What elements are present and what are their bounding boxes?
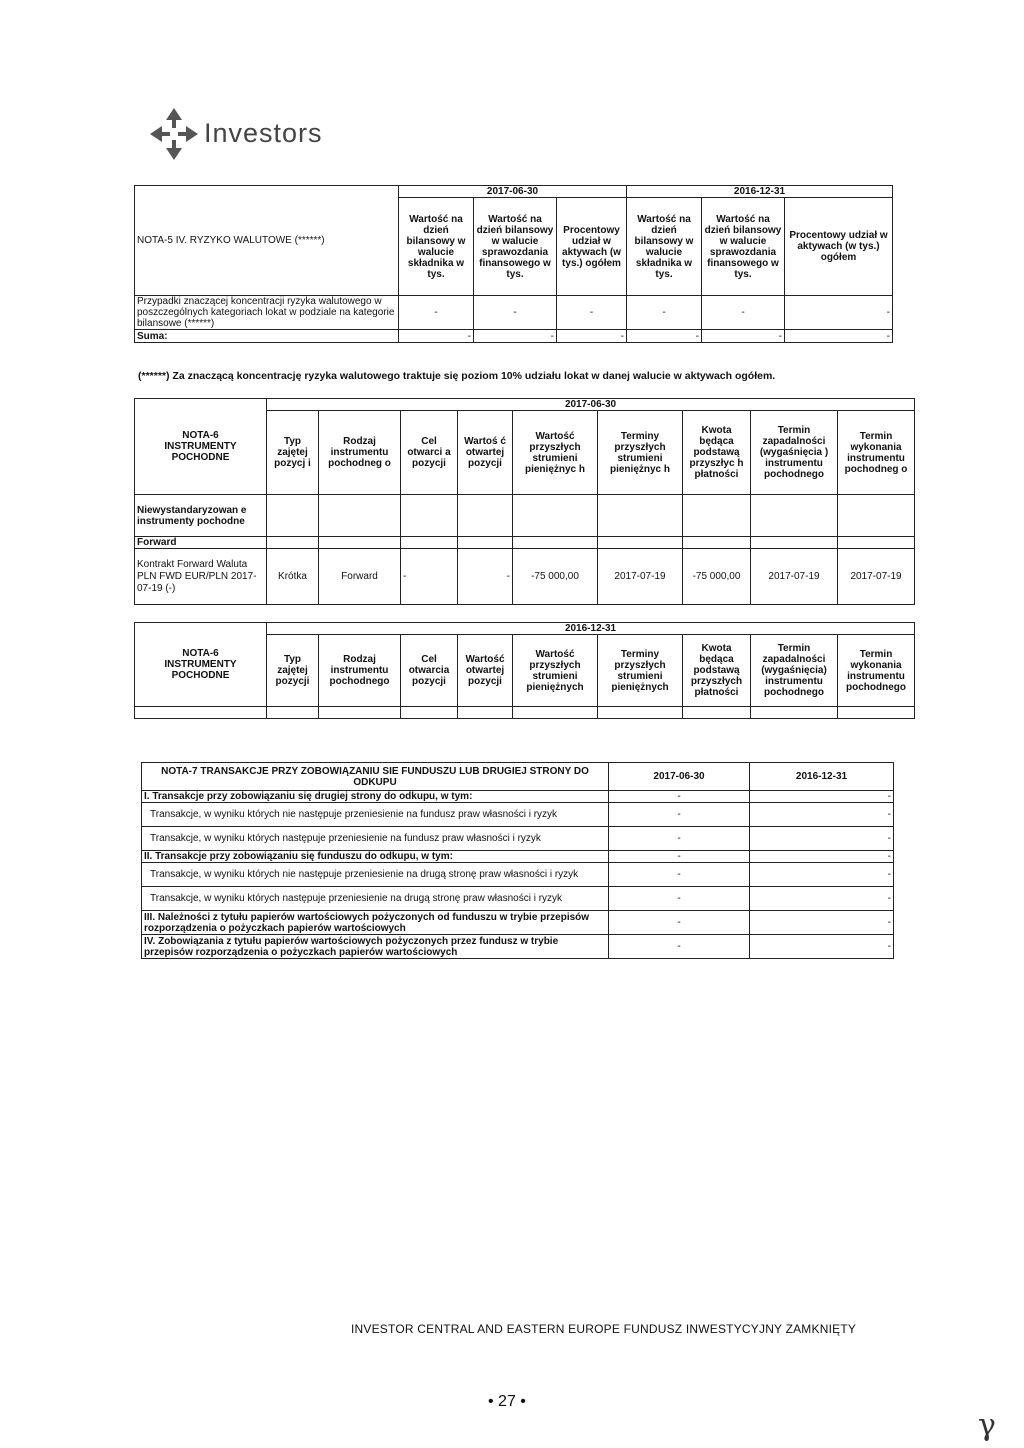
nota7-cell: - [750,863,894,887]
nota6a-header-6: Kwota będąca podstawą przyszłyc h płatności [683,411,751,495]
nota7-row-label: Transakcje, w wyniku których nie następuje przeniesienie na drugą stronę praw własności i ryzyk [142,863,609,887]
nota6a-title: NOTA-6 INSTRUMENTY POCHODNE [135,399,267,495]
nota7-cell: - [750,887,894,911]
nota7-row [142,791,894,803]
nota5-col-c-1: Procentowy udział w aktywach (w tys.) ogółem [557,198,627,296]
nota7-cell: - [609,863,750,887]
nota5-date2: 2016-12-31 [627,186,893,198]
footer-fund-name: INVESTOR CENTRAL AND EASTERN EUROPE FUNDUSZ INWESTYCYJNY ZAMKNIĘTY [351,1322,857,1336]
nota6a-value-6: -75 000,00 [683,549,751,605]
nota5-row2-label: Suma: [135,330,399,343]
page-number: • 27 • [488,1393,526,1410]
nota7-cell: - [609,935,750,959]
nota6a-header-4: Wartość przyszłych strumieni pieniężnyc h [513,411,598,495]
nota7-row-label: II. Transakcje przy zobowiązaniu się funduszu do odkupu, w tym: [142,851,609,863]
nota7-cell: - [609,851,750,863]
nota6b-header-4: Wartość przyszłych strumieni pieniężnych [513,635,598,707]
nota7-cell: - [750,911,894,935]
nota7-row-label: IV. Zobowiązania z tytułu papierów wartościowych pożyczonych przez fundusz w trybie przepisów rozporządzenia o pożyczkach papierów wartościowych [142,935,609,959]
nota7-row-label: Transakcje, w wyniku których nie następuje przeniesienie na fundusz praw własności i ryzyk [142,803,609,827]
nota6a-header-5: Terminy przyszłych strumieni pieniężnyc h [598,411,683,495]
nota7-cell: - [750,935,894,959]
nota6b-header-1: Rodzaj instrumentu pochodnego [319,635,401,707]
nota6b-header-2: Cel otwarcia pozycji [401,635,458,707]
nota7-row [142,911,894,935]
nota5-col-a-1: Wartość na dzień bilansowy w walucie składnika w tys. [399,198,474,296]
nota7-table [141,762,894,959]
nota7-cell: - [609,803,750,827]
nota7-cell: - [609,791,750,803]
nota6a-value-8: 2017-07-19 [838,549,915,605]
nota5-cell: - [557,296,627,330]
nota6b-header-8: Termin wykonania instrumentu pochodnego [838,635,915,707]
nota6a-value-1: Forward [319,549,401,605]
nota7-row [142,851,894,863]
nota6a-contract-label: Kontrakt Forward Waluta PLN FWD EUR/PLN 2017-07-19 (-) [135,549,267,605]
nota6a-value-5: 2017-07-19 [598,549,683,605]
nota6a-value-3: - [458,549,513,605]
nota6a-value-2: - [401,549,458,605]
nota5-col-c-2: Procentowy udział w aktywach (w tys.) ogółem [785,198,893,296]
nota6a-header-1: Rodzaj instrumentu pochodneg o [319,411,401,495]
nota5-footnote: (******) Za znaczącą koncentrację ryzyka walutowego traktuje się poziom 10% udziału lokat w danej walucie w aktywach ogółem. [138,370,776,382]
nota7-row-label: III. Należności z tytułu papierów wartościowych pożyczonych od funduszu w trybie przepisów rozporządzenia o pożyczkach papierów wartościowych [142,911,609,935]
nota6a-header-7: Termin zapadalności (wygaśnięcia ) instrumentu pochodnego [751,411,838,495]
nota5-cell: - [557,330,627,343]
nota5-title: NOTA-5 IV. RYZYKO WALUTOWE (******) [135,186,399,296]
nota7-row [142,827,894,851]
nota5-cell: - [474,296,557,330]
diamond-arrows-logo-icon [148,106,200,162]
nota6a-value-7: 2017-07-19 [751,549,838,605]
nota5-cell: - [627,330,702,343]
nota6b-header-3: Wartość otwartej pozycji [458,635,513,707]
nota6b-header-7: Termin zapadalności (wygaśnięcia) instrumentu pochodnego [751,635,838,707]
nota6b-date: 2016-12-31 [267,623,915,635]
nota6a-forward-label: Forward [135,537,267,549]
nota6a-value-0: Krótka [267,549,319,605]
nota7-cell: - [750,791,894,803]
nota5-cell: - [702,296,785,330]
nota5-cell: - [627,296,702,330]
nota6a-value-4: -75 000,00 [513,549,598,605]
nota7-cell: - [750,803,894,827]
nota6a-header-0: Typ zajętej pozycj i [267,411,319,495]
nota6b-table [134,622,915,719]
nota5-cell: - [399,296,474,330]
nota5-row1-label: Przypadki znaczącej koncentracji ryzyka walutowego w poszczególnych kategoriach lokat w podziale na kategorie bilansowe (******) [135,296,399,330]
nota7-row [142,803,894,827]
nota7-date1: 2017-06-30 [609,763,750,791]
nota5-cell: - [702,330,785,343]
nota7-title: NOTA-7 TRANSAKCJE PRZY ZOBOWIĄZANIU SIE FUNDUSZU LUB DRUGIEJ STRONY DO ODKUPU [142,763,609,791]
nota6b-header-5: Terminy przyszłych strumieni pieniężnych [598,635,683,707]
nota7-cell: - [609,911,750,935]
nota6b-header-6: Kwota będąca podstawą przyszłych płatności [683,635,751,707]
logo-text: Investors [204,118,323,148]
nota5-cell: - [785,296,893,330]
nota7-cell: - [750,827,894,851]
nota6b-title: NOTA-6 INSTRUMENTY POCHODNE [135,623,267,707]
nota7-row [142,863,894,887]
nota6a-table [134,398,915,605]
nota6a-header-8: Termin wykonania instrumentu pochodneg o [838,411,915,495]
nota5-col-b-2: Wartość na dzień bilansowy w walucie sprawozdania finansowego w tys. [702,198,785,296]
nota7-cell: - [609,887,750,911]
nota7-row [142,935,894,959]
nota5-table [134,185,893,343]
nota6b-header-0: Typ zajętej pozycji [267,635,319,707]
handwritten-initials: γ [978,1408,996,1443]
nota7-row-label: I. Transakcje przy zobowiązaniu się drugiej strony do odkupu, w tym: [142,791,609,803]
nota6a-date: 2017-06-30 [267,399,915,411]
nota7-row [142,887,894,911]
logo [148,106,338,162]
nota5-cell: - [785,330,893,343]
nota6a-header-3: Wartoś ć otwartej pozycji [458,411,513,495]
nota5-cell: - [399,330,474,343]
nota5-col-b-1: Wartość na dzień bilansowy w walucie sprawozdania finansowego w tys. [474,198,557,296]
nota5-col-a-2: Wartość na dzień bilansowy w walucie składnika w tys. [627,198,702,296]
nota7-cell: - [750,851,894,863]
nota6a-nonstd-label: Niewystandaryzowan e instrumenty pochodne [135,495,267,537]
nota7-date2: 2016-12-31 [750,763,894,791]
nota6a-header-2: Cel otwarci a pozycji [401,411,458,495]
nota7-cell: - [609,827,750,851]
nota5-cell: - [474,330,557,343]
nota7-row-label: Transakcje, w wyniku których następuje przeniesienie na fundusz praw własności i ryzyk [142,827,609,851]
nota7-row-label: Transakcje, w wyniku których następuje przeniesienie na drugą stronę praw własności i ryzyk [142,887,609,911]
nota5-date1: 2017-06-30 [399,186,627,198]
